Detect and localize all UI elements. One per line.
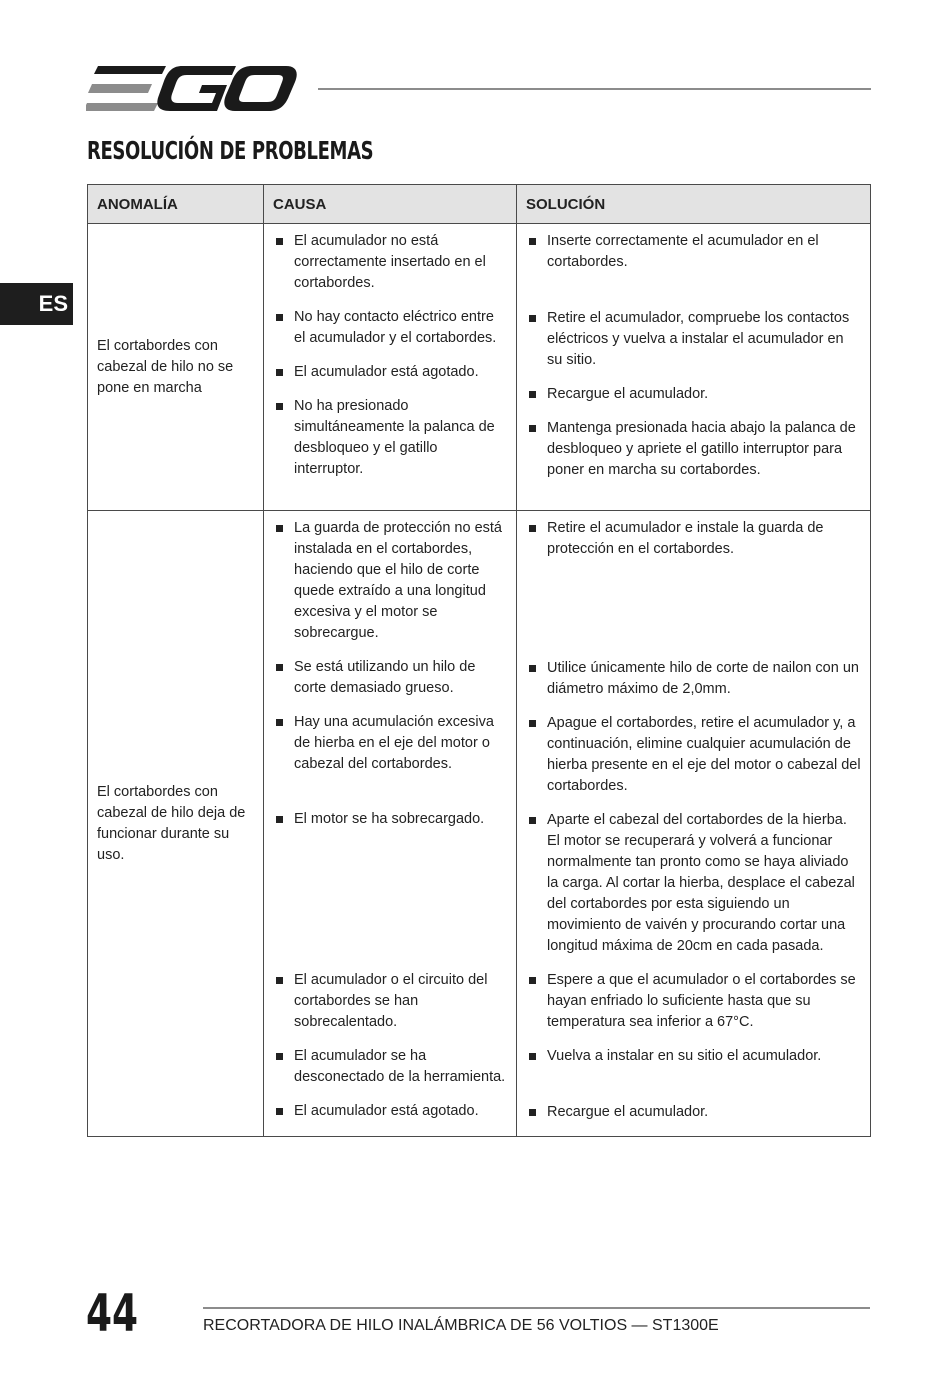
bullet-icon [529, 1109, 536, 1116]
page-title: RESOLUCIÓN DE PROBLEMAS [87, 136, 374, 165]
bullet-icon [529, 665, 536, 672]
bullet-icon [276, 238, 283, 245]
solution-item: Utilice únicamente hilo de corte de nailon con un diámetro máximo de 2,0mm. [527, 658, 862, 700]
bullet-icon [276, 664, 283, 671]
bullet-icon [276, 719, 283, 726]
table-row [88, 224, 871, 511]
cause-item: El acumulador o el circuito del cortabordes se han sobrecalentado. [274, 970, 508, 1033]
bullet-icon [276, 403, 283, 410]
solution-item: Aparte el cabezal del cortabordes de la hierba. El motor se recuperará y volverá a funcionar normalmente tan pronto como se haya aliviado la carga. Al cortar la hierba, desplace el cabezal del cortabordes por esta siguiendo un movimiento de vaivén y procurando cortar una longitud máxima de 20cm en cada pasada. [527, 810, 862, 957]
troubleshooting-table [87, 184, 871, 1137]
solution-item: Retire el acumulador e instale la guarda de protección en el cortabordes. [527, 518, 862, 645]
bullet-icon [529, 238, 536, 245]
anomaly-cell: El cortabordes con cabezal de hilo deja de funcionar durante su uso. [88, 511, 264, 1137]
ego-logo [86, 64, 298, 114]
bullet-icon [529, 391, 536, 398]
bullet-icon [276, 314, 283, 321]
bullet-icon [529, 720, 536, 727]
anomaly-cell: El cortabordes con cabezal de hilo no se pone en marcha [88, 224, 264, 511]
cause-item: No ha presionado simultáneamente la palanca de desbloqueo y el gatillo interruptor. [274, 396, 508, 480]
cause-item: El acumulador está agotado. [274, 1101, 508, 1122]
table-header-row [88, 185, 871, 224]
page-number: 44 [86, 1284, 139, 1344]
cause-item: El acumulador no está correctamente insertado en el cortabordes. [274, 231, 508, 294]
bullet-icon [529, 425, 536, 432]
header-solution: SOLUCIÓN [517, 185, 871, 224]
solution-item: Recargue el acumulador. [527, 384, 862, 405]
cause-item: La guarda de protección no está instalada en el cortabordes, haciendo que el hilo de corte quede extraído a una longitud excesiva y el motor se sobrecargue. [274, 518, 508, 644]
cause-item: Se está utilizando un hilo de corte demasiado grueso. [274, 657, 508, 699]
bullet-icon [276, 369, 283, 376]
bullet-icon [276, 977, 283, 984]
bullet-icon [529, 525, 536, 532]
solution-item: Retire el acumulador, compruebe los contactos eléctricos y vuelva a instalar el acumulador en su sitio. [527, 308, 862, 371]
footer-product-line: RECORTADORA DE HILO INALÁMBRICA DE 56 VOLTIOS — ST1300E [203, 1317, 719, 1334]
header-cause: CAUSA [264, 185, 517, 224]
solution-item: Recargue el acumulador. [527, 1102, 862, 1123]
cause-item: El acumulador está agotado. [274, 362, 508, 383]
bullet-icon [276, 1108, 283, 1115]
cause-item: Hay una acumulación excesiva de hierba en el eje del motor o cabezal del cortabordes. [274, 712, 508, 796]
cause-cell [264, 511, 517, 1137]
solution-cell [517, 224, 871, 511]
bullet-icon [529, 1053, 536, 1060]
cause-item: No hay contacto eléctrico entre el acumulador y el cortabordes. [274, 307, 508, 349]
bullet-icon [276, 525, 283, 532]
solution-cell [517, 511, 871, 1137]
bullet-icon [276, 1053, 283, 1060]
solution-item: Apague el cortabordes, retire el acumulador y, a continuación, elimine cualquier acumulación de hierba presente en el eje del motor o cabezal del cortabordes. [527, 713, 862, 797]
bullet-icon [276, 816, 283, 823]
table-row [88, 511, 871, 1137]
cause-item: El motor se ha sobrecargado. [274, 809, 508, 957]
solution-item: Inserte correctamente el acumulador en el cortabordes. [527, 231, 862, 295]
header-rule [318, 88, 871, 90]
bullet-icon [529, 817, 536, 824]
bullet-icon [529, 315, 536, 322]
header-anomaly: ANOMALÍA [88, 185, 264, 224]
footer-rule [203, 1307, 870, 1309]
language-tab: ES [0, 283, 73, 325]
solution-item: Mantenga presionada hacia abajo la palanca de desbloqueo y apriete el gatillo interruptor para poner en marcha su cortabordes. [527, 418, 862, 481]
solution-item: Vuelva a instalar en su sitio el acumulador. [527, 1046, 862, 1089]
solution-item: Espere a que el acumulador o el cortabordes se hayan enfriado lo suficiente hasta que su temperatura sea inferior a 67°C. [527, 970, 862, 1033]
cause-cell [264, 224, 517, 511]
bullet-icon [529, 977, 536, 984]
cause-item: El acumulador se ha desconectado de la herramienta. [274, 1046, 508, 1088]
